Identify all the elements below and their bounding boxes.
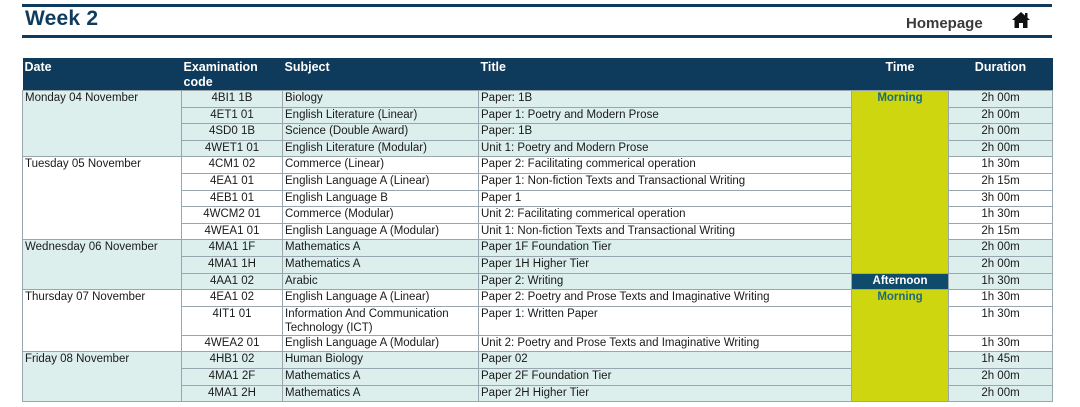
code-cell: 4EA1 01 <box>182 173 283 190</box>
homepage-link[interactable]: Homepage <box>906 15 983 32</box>
time-cell: Morning <box>852 91 949 108</box>
duration-cell: 2h 00m <box>949 107 1053 124</box>
subject-cell: Information And Communication Technology (ICT) <box>283 306 479 335</box>
subject-cell: Human Biology <box>283 352 479 369</box>
code-cell: 4EA1 02 <box>182 290 283 307</box>
table-row <box>23 91 1053 108</box>
time-cell <box>852 173 949 190</box>
title-cell: Unit 2: Poetry and Prose Texts and Imaginative Writing <box>479 335 852 352</box>
time-cell: Morning <box>852 290 949 307</box>
date-cell: Friday 08 November <box>23 352 182 402</box>
duration-cell: 2h 00m <box>949 256 1053 273</box>
time-cell <box>852 190 949 207</box>
time-cell <box>852 385 949 402</box>
column-header-subject: Subject <box>283 58 479 91</box>
code-cell: 4MA1 2F <box>182 368 283 385</box>
column-header-title: Title <box>479 58 852 91</box>
time-cell <box>852 368 949 385</box>
title-cell: Unit 1: Non-fiction Texts and Transactional Writing <box>479 223 852 240</box>
time-cell: Afternoon <box>852 273 949 290</box>
date-cell: Thursday 07 November <box>23 290 182 352</box>
code-cell: 4CM1 02 <box>182 157 283 174</box>
duration-cell: 2h 00m <box>949 368 1053 385</box>
subject-cell: Mathematics A <box>283 256 479 273</box>
title-cell: Paper 1: Poetry and Modern Prose <box>479 107 852 124</box>
code-cell: 4ET1 01 <box>182 107 283 124</box>
table-row <box>23 157 1053 174</box>
subject-cell: English Language A (Linear) <box>283 173 479 190</box>
duration-cell: 1h 30m <box>949 157 1053 174</box>
title-cell: Paper: 1B <box>479 91 852 108</box>
title-cell: Paper 2: Writing <box>479 273 852 290</box>
duration-cell: 2h 00m <box>949 140 1053 157</box>
duration-cell: 2h 00m <box>949 91 1053 108</box>
date-cell: Monday 04 November <box>23 91 182 157</box>
duration-cell: 1h 45m <box>949 352 1053 369</box>
subject-cell: English Literature (Linear) <box>283 107 479 124</box>
code-cell: 4SD0 1B <box>182 124 283 141</box>
time-cell <box>852 352 949 369</box>
duration-cell: 1h 30m <box>949 290 1053 307</box>
table-row <box>23 352 1053 369</box>
duration-cell: 2h 00m <box>949 124 1053 141</box>
code-cell: 4WEA2 01 <box>182 335 283 352</box>
time-cell <box>852 223 949 240</box>
column-header-duration: Duration <box>949 58 1053 91</box>
date-cell: Wednesday 06 November <box>23 240 182 290</box>
duration-cell: 2h 00m <box>949 240 1053 257</box>
exam-timetable <box>22 58 1053 402</box>
code-cell: 4HB1 02 <box>182 352 283 369</box>
title-cell: Paper 2F Foundation Tier <box>479 368 852 385</box>
time-cell <box>852 140 949 157</box>
title-cell: Paper 2: Poetry and Prose Texts and Imaginative Writing <box>479 290 852 307</box>
subject-cell: Biology <box>283 91 479 108</box>
subject-cell: Mathematics A <box>283 240 479 257</box>
duration-cell: 1h 30m <box>949 207 1053 224</box>
time-cell <box>852 335 949 352</box>
home-icon[interactable] <box>1011 11 1031 29</box>
code-cell: 4BI1 1B <box>182 91 283 108</box>
code-cell: 4WCM2 01 <box>182 207 283 224</box>
code-cell: 4MA1 2H <box>182 385 283 402</box>
title-cell: Unit 2: Facilitating commerical operation <box>479 207 852 224</box>
code-cell: 4MA1 1F <box>182 240 283 257</box>
column-header-time: Time <box>852 58 949 91</box>
time-cell <box>852 124 949 141</box>
title-cell: Paper 1: Non-fiction Texts and Transactional Writing <box>479 173 852 190</box>
header-top-rule <box>22 4 1052 7</box>
date-cell: Tuesday 05 November <box>23 157 182 240</box>
code-cell: 4MA1 1H <box>182 256 283 273</box>
title-cell: Paper 02 <box>479 352 852 369</box>
time-cell <box>852 306 949 335</box>
subject-cell: Arabic <box>283 273 479 290</box>
code-cell: 4AA1 02 <box>182 273 283 290</box>
time-cell <box>852 256 949 273</box>
duration-cell: 2h 15m <box>949 173 1053 190</box>
column-header-date: Date <box>23 58 182 91</box>
code-cell: 4EB1 01 <box>182 190 283 207</box>
time-cell <box>852 107 949 124</box>
subject-cell: English Language A (Modular) <box>283 335 479 352</box>
time-cell <box>852 207 949 224</box>
subject-cell: Science (Double Award) <box>283 124 479 141</box>
table-header-row <box>23 58 1053 91</box>
table-row <box>23 290 1053 307</box>
duration-cell: 2h 15m <box>949 223 1053 240</box>
subject-cell: Mathematics A <box>283 385 479 402</box>
duration-cell: 2h 00m <box>949 385 1053 402</box>
duration-cell: 3h 00m <box>949 190 1053 207</box>
duration-cell: 1h 30m <box>949 306 1053 335</box>
subject-cell: Commerce (Linear) <box>283 157 479 174</box>
title-cell: Paper 2: Facilitating commerical operation <box>479 157 852 174</box>
time-cell <box>852 157 949 174</box>
code-cell: 4WEA1 01 <box>182 223 283 240</box>
page-title: Week 2 <box>25 7 99 30</box>
subject-cell: English Language A (Modular) <box>283 223 479 240</box>
title-cell: Unit 1: Poetry and Modern Prose <box>479 140 852 157</box>
subject-cell: English Language A (Linear) <box>283 290 479 307</box>
title-cell: Paper 1: Written Paper <box>479 306 852 335</box>
title-cell: Paper 1H Higher Tier <box>479 256 852 273</box>
duration-cell: 1h 30m <box>949 273 1053 290</box>
subject-cell: Mathematics A <box>283 368 479 385</box>
title-cell: Paper 2H Higher Tier <box>479 385 852 402</box>
code-cell: 4WET1 01 <box>182 140 283 157</box>
subject-cell: Commerce (Modular) <box>283 207 479 224</box>
column-header-code: Examination code <box>182 58 283 91</box>
title-cell: Paper: 1B <box>479 124 852 141</box>
title-cell: Paper 1F Foundation Tier <box>479 240 852 257</box>
title-cell: Paper 1 <box>479 190 852 207</box>
table-row <box>23 240 1053 257</box>
duration-cell: 1h 30m <box>949 335 1053 352</box>
code-cell: 4IT1 01 <box>182 306 283 335</box>
header-bottom-rule <box>22 35 1052 38</box>
time-cell <box>852 240 949 257</box>
subject-cell: English Literature (Modular) <box>283 140 479 157</box>
subject-cell: English Language B <box>283 190 479 207</box>
